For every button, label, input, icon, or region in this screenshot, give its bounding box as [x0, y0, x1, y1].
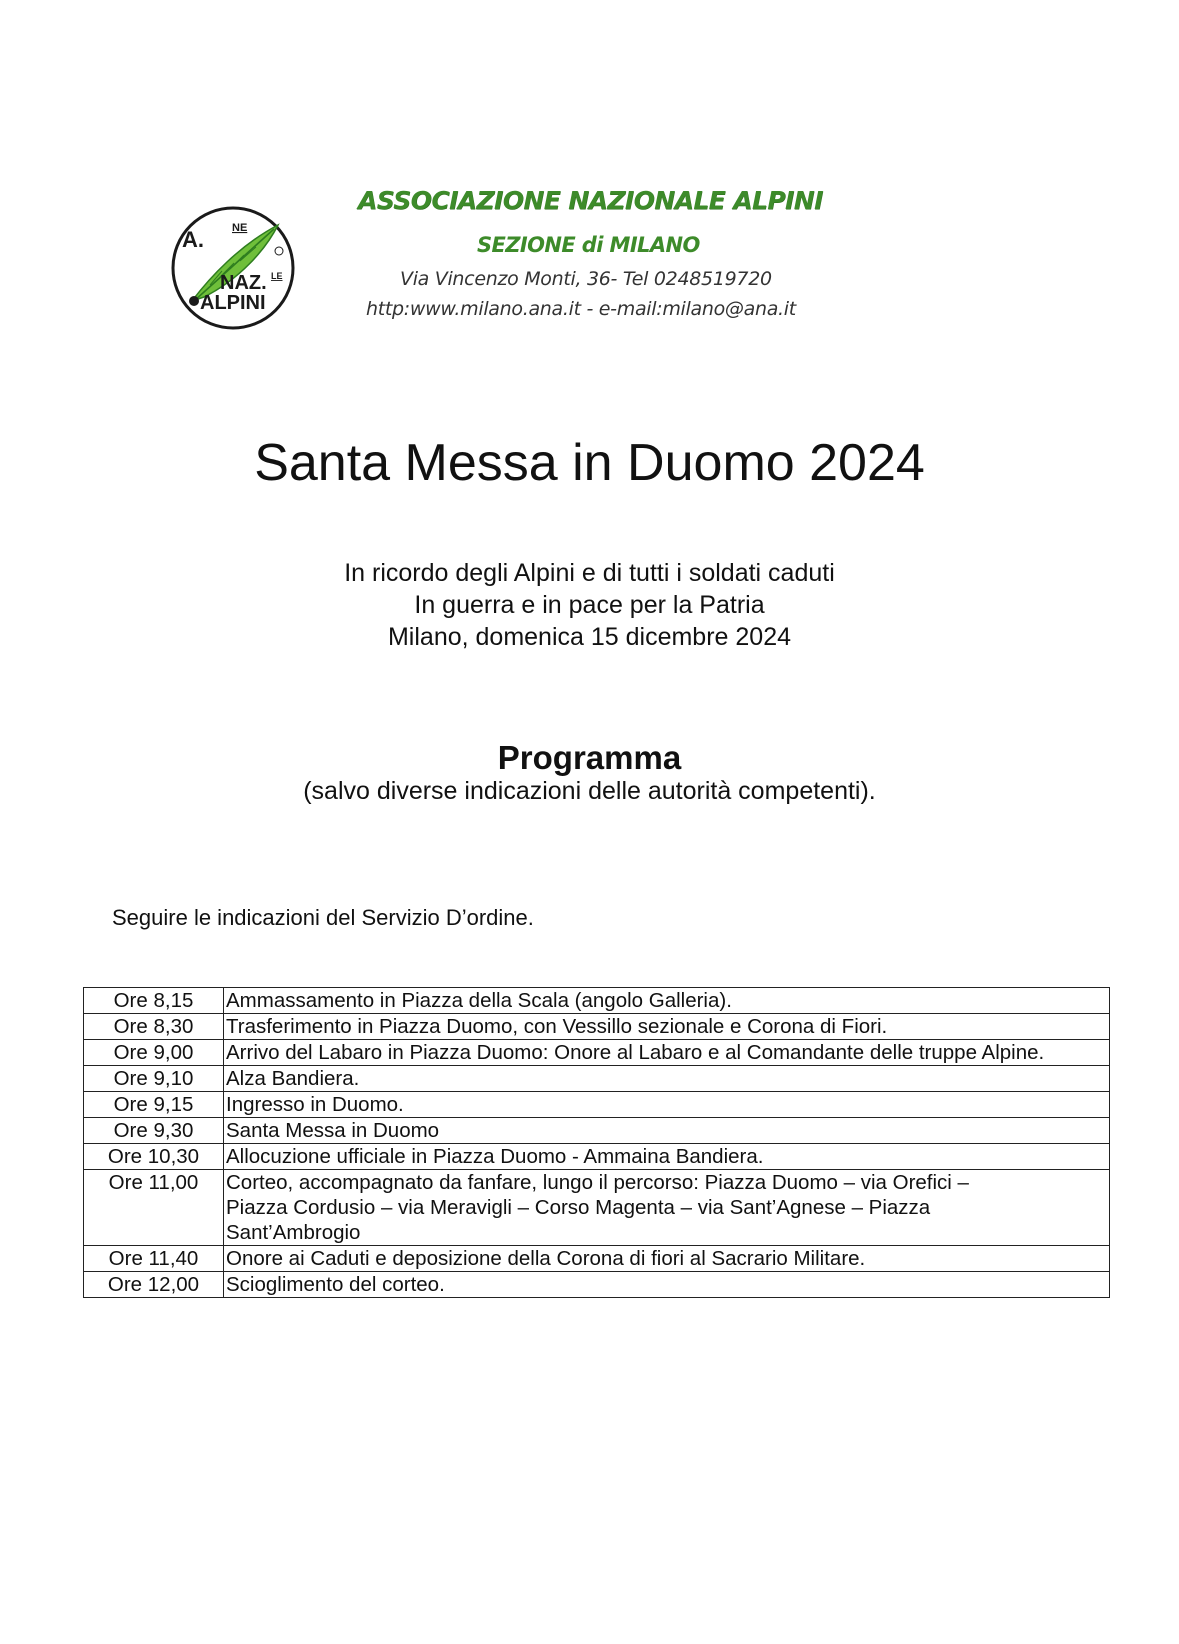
schedule-time: Ore 9,30 — [84, 1118, 224, 1144]
schedule-time: Ore 12,00 — [84, 1272, 224, 1298]
subtitle-line-2: In guerra e in pace per la Patria — [414, 591, 765, 619]
logo-text-middle: NAZ. — [220, 272, 267, 294]
subtitle-line-1: In ricordo degli Alpini e di tutti i soldati caduti — [344, 559, 835, 587]
logo-text-bottom: ALPINI — [200, 292, 266, 314]
schedule-time: Ore 9,15 — [84, 1092, 224, 1118]
schedule-time: Ore 11,40 — [84, 1246, 224, 1272]
logo-text-middle-super: LE — [271, 271, 283, 281]
table-row — [84, 1066, 1110, 1092]
schedule-time: Ore 10,30 — [84, 1144, 224, 1170]
table-row — [84, 1092, 1110, 1118]
schedule-description: Ammassamento in Piazza della Scala (angolo Galleria). — [224, 988, 1110, 1014]
table-row — [84, 1272, 1110, 1298]
schedule-description: Alza Bandiera. — [224, 1066, 1110, 1092]
schedule-description-line: Piazza Cordusio – via Meravigli – Corso Magenta – via Sant’Agnese – Piazza — [226, 1196, 931, 1219]
programma-disclaimer: (salvo diverse indicazioni delle autorità competenti). — [303, 777, 876, 805]
schedule-description-line: Sant’Ambrogio — [226, 1221, 361, 1244]
table-row — [84, 1040, 1110, 1066]
table-row — [84, 1246, 1110, 1272]
notice-text: Seguire le indicazioni del Servizio D’ordine. — [112, 905, 534, 930]
table-row — [84, 1144, 1110, 1170]
org-name: ASSOCIAZIONE NAZIONALE ALPINI — [358, 186, 823, 215]
table-row — [84, 1170, 1110, 1246]
schedule-time: Ore 11,00 — [84, 1170, 224, 1246]
schedule-time: Ore 9,00 — [84, 1040, 224, 1066]
schedule-description: Santa Messa in Duomo — [224, 1118, 1110, 1144]
page-title: Santa Messa in Duomo 2024 — [254, 434, 925, 492]
schedule-description-line: Corteo, accompagnato da fanfare, lungo il percorso: Piazza Duomo – via Orefici – — [226, 1171, 969, 1194]
org-section: SEZIONE di MILANO — [477, 233, 700, 257]
table-row — [84, 988, 1110, 1014]
programma-heading: Programma — [497, 739, 682, 776]
schedule-description: Allocuzione ufficiale in Piazza Duomo - Ammaina Bandiera. — [224, 1144, 1110, 1170]
schedule-table — [83, 987, 1110, 1298]
schedule-description — [224, 1170, 1110, 1246]
table-row — [84, 1014, 1110, 1040]
schedule-description: Scioglimento del corteo. — [224, 1272, 1110, 1298]
schedule-description: Ingresso in Duomo. — [224, 1092, 1110, 1118]
table-row — [84, 1118, 1110, 1144]
letterhead — [140, 185, 840, 335]
subtitle-line-3: Milano, domenica 15 dicembre 2024 — [387, 623, 791, 651]
logo-text-top: A. — [182, 227, 204, 252]
schedule-description: Onore ai Caduti e deposizione della Corona di fiori al Sacrario Militare. — [224, 1246, 1110, 1272]
schedule-time: Ore 8,30 — [84, 1014, 224, 1040]
schedule-time: Ore 8,15 — [84, 988, 224, 1014]
schedule-description: Trasferimento in Piazza Duomo, con Vessillo sezionale e Corona di Fiori. — [224, 1014, 1110, 1040]
schedule-description: Arrivo del Labaro in Piazza Duomo: Onore al Labaro e al Comandante delle truppe Alpine. — [224, 1040, 1110, 1066]
org-address: Via Vincenzo Monti, 36- Tel 0248519720 — [400, 268, 772, 290]
org-contacts: http:www.milano.ana.it - e-mail:milano@ana.it — [366, 298, 796, 320]
schedule-time: Ore 9,10 — [84, 1066, 224, 1092]
logo-text-top-super: NE — [232, 222, 248, 234]
ana-logo — [170, 205, 296, 331]
